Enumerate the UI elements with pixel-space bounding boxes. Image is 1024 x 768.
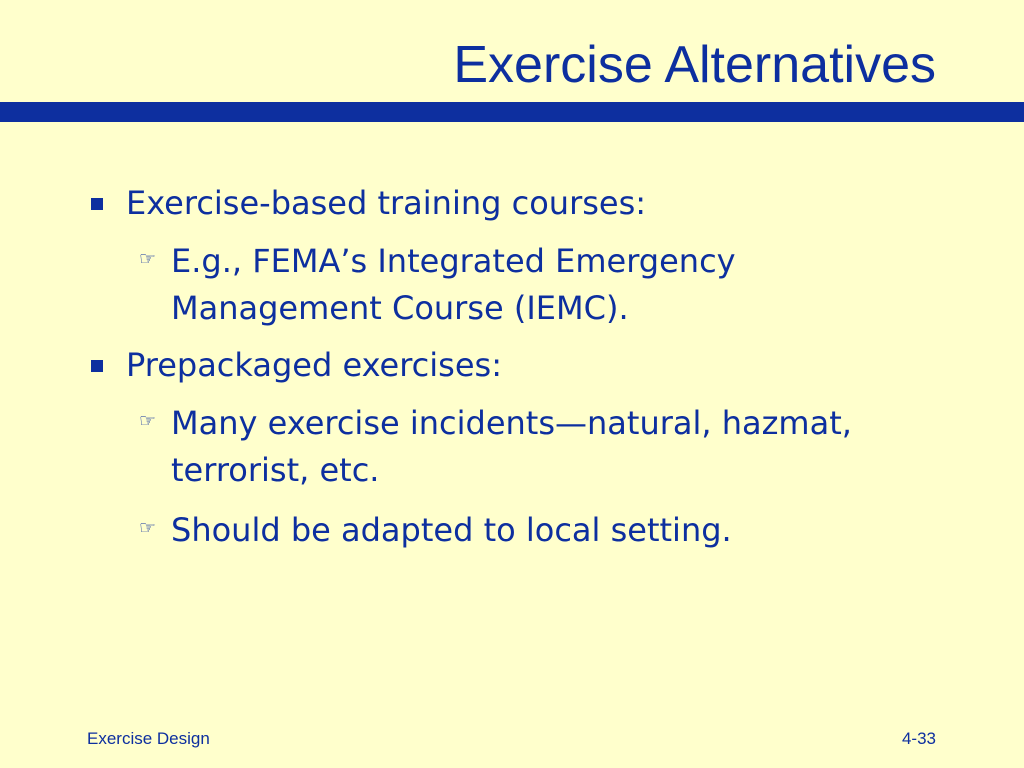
slide-number: 4-33 — [901, 729, 936, 748]
square-bullet-icon — [91, 198, 103, 210]
sub-bullet-item — [139, 238, 931, 332]
sub-bullet-text: Many exercise incidents—natural, hazmat, terrorist, etc. — [171, 404, 852, 489]
bullet-text: Prepackaged exercises: — [126, 346, 502, 384]
square-bullet-icon — [91, 360, 103, 372]
sub-bullet-item — [139, 507, 931, 554]
bullet-item — [126, 345, 502, 385]
sub-bullet-text: E.g., FEMA’s Integrated Emergency Management Course (IEMC). — [171, 242, 736, 327]
sub-bullet-item — [139, 400, 931, 494]
footer-course-title: Exercise Design — [87, 729, 210, 748]
pointing-hand-icon: ☞ — [139, 517, 157, 539]
bullet-text: Exercise-based training courses: — [126, 184, 647, 222]
bullet-item — [126, 183, 646, 223]
pointing-hand-icon: ☞ — [139, 410, 157, 432]
slide-title: Exercise Alternatives — [453, 36, 936, 94]
pointing-hand-icon: ☞ — [139, 248, 157, 270]
sub-bullet-text: Should be adapted to local setting. — [171, 511, 732, 549]
